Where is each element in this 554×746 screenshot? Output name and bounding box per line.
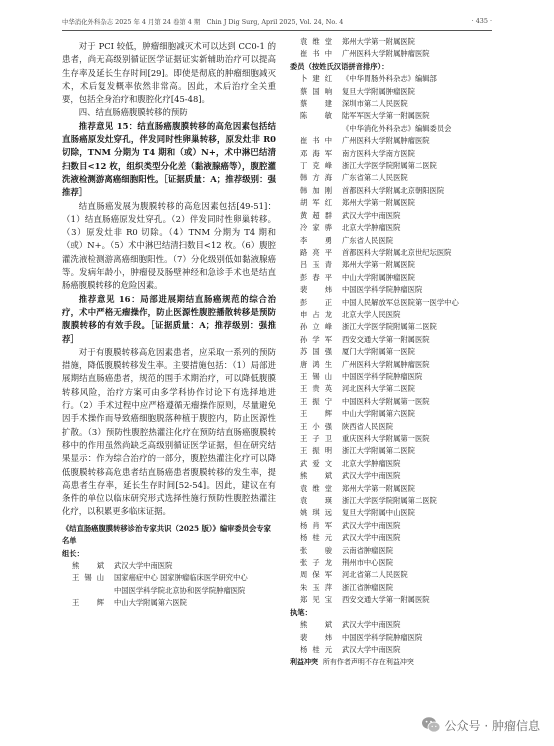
list-item xyxy=(290,421,494,433)
person-name xyxy=(290,123,332,135)
person-name: 王锡山 xyxy=(300,371,332,381)
affiliation: 武汉大学中南医院 xyxy=(342,520,401,530)
list-item xyxy=(290,36,494,48)
list-item xyxy=(290,346,494,358)
list-item xyxy=(290,594,494,606)
affiliation: 厦门大学附属第一医院 xyxy=(342,347,415,357)
header-divider xyxy=(62,30,492,31)
person-name: 王辉 xyxy=(72,598,104,608)
person-name: 唐鸿生 xyxy=(300,359,332,369)
list-item xyxy=(290,160,494,172)
affiliation: 郑州大学第一附属医院 xyxy=(342,260,415,270)
list-item xyxy=(290,284,494,296)
affiliation: 武汉大学中南医院 xyxy=(114,560,173,570)
person-name: 裴炜 xyxy=(300,632,332,642)
affiliation: 中国医学科学院肿瘤医院 xyxy=(342,285,423,295)
list-item xyxy=(290,272,494,284)
watermark-text: 公众号 · 肿瘤信息 xyxy=(444,718,540,733)
list-item xyxy=(290,507,494,519)
list-item xyxy=(290,483,494,495)
person-name: 彭正 xyxy=(300,297,332,307)
affiliation: 国家癌症中心 国家肿瘤临床医学研究中心 xyxy=(114,573,248,583)
person-name: 黄超群 xyxy=(300,210,332,220)
list-item xyxy=(290,172,494,184)
person-name: 袁瑛 xyxy=(300,496,332,506)
person-name: 杨桂元 xyxy=(300,644,332,654)
writers-label: 执笔： xyxy=(290,607,312,617)
list-item xyxy=(290,582,494,594)
list-item xyxy=(290,619,494,631)
affiliation: 中山大学附属肿瘤医院 xyxy=(342,272,415,282)
affiliation: 武汉大学中南医院 xyxy=(342,533,401,543)
person-name: 姚琪远 xyxy=(300,508,332,518)
wechat-icon xyxy=(421,715,441,735)
person-name: 卜建红 xyxy=(300,74,332,84)
person-name: 郑见宝 xyxy=(300,595,332,605)
list-item xyxy=(290,495,494,507)
affiliation: 陕西省人民医院 xyxy=(342,421,394,431)
affiliation: 中山大学附属第六医院 xyxy=(342,409,415,419)
person-name: 王贵英 xyxy=(300,384,332,394)
list-item xyxy=(62,597,276,609)
affiliation: 郑州大学第一附属医院 xyxy=(342,37,415,46)
list-item xyxy=(290,470,494,482)
person-name: 韩方海 xyxy=(300,173,332,183)
person-name: 申占龙 xyxy=(300,309,332,319)
affiliation: 武汉大学中南医院 xyxy=(342,620,401,630)
affiliation: 首都医科大学附属北京世纪坛医院 xyxy=(342,247,452,257)
list-item xyxy=(290,458,494,470)
person-name: 熊斌 xyxy=(300,620,332,630)
person-name: 蔡建 xyxy=(300,99,332,109)
person-name: 苏国强 xyxy=(300,347,332,357)
affiliation: 南方医科大学南方医院 xyxy=(342,148,415,158)
affiliation: 北京大学人民医院 xyxy=(342,309,401,319)
person-name: 吕玉青 xyxy=(300,260,332,270)
affiliation: 复旦大学附属中山医院 xyxy=(342,508,415,518)
person-name: 裴炜 xyxy=(300,285,332,295)
list-item xyxy=(290,259,494,271)
affiliation: 浙江大学附属第二医院 xyxy=(342,446,415,456)
conflict-of-interest xyxy=(290,656,494,668)
person-name: 王子卫 xyxy=(300,434,332,443)
person-name: 杨肖军 xyxy=(300,520,332,530)
list-item xyxy=(290,148,494,160)
list-item xyxy=(62,560,276,572)
page-header xyxy=(62,14,492,28)
affiliation: 《中华胃肠外科杂志》编辑部 xyxy=(342,74,437,84)
list-item xyxy=(290,433,494,445)
person-name: 孙立峰 xyxy=(300,322,332,332)
list-item xyxy=(290,445,494,457)
person-name: 路亮平 xyxy=(300,247,332,257)
affiliation: 武汉大学中南医院 xyxy=(342,210,401,220)
leader-list xyxy=(62,560,276,610)
top-member-list xyxy=(290,36,494,61)
affiliation: 云南省肿瘤医院 xyxy=(342,545,394,555)
affiliation: 首都医科大学附属北京朝阳医院 xyxy=(342,185,445,195)
person-name: 朱玉萍 xyxy=(300,582,332,592)
paragraph-intro: 对于 PCI 较低，肿瘤细胞减灭术可以达到 CC0-1 的患者，尚无高级别循证医学证据证实新辅助治疗可以提高生存率及延长生存时间[29]。即使是彻底的肿瘤细胞减灭术，术后复发概率依然非常高。因此，术后治疗全关重要，包括全身治疗和腹腔化疗[45-48]。 xyxy=(62,41,276,105)
person-name: 王小强 xyxy=(300,421,332,431)
recommendation-15: 推荐意见 15：结直肠癌腹膜转移的高危因素包括结直肠癌原发灶穿孔，伴发同时性卵巢转移，原发灶非 R0 切除，TNM 分期为 T4 期和（或）N+，术中淋巴结清扫数目<12 枚，组织类型分化差（黏液腺癌等），腹腔灌洗液检测游离癌细胞阳性。［证据质量：A；推荐级别：强推荐］ xyxy=(62,120,276,198)
affiliation: 广州医科大学附属肿瘤医院 xyxy=(342,359,430,369)
coi-label: 利益冲突 xyxy=(290,657,318,667)
person-name: 彭春平 xyxy=(300,272,332,282)
person-name: 邓海军 xyxy=(300,148,332,158)
person-name: 张骏 xyxy=(300,545,332,555)
list-item xyxy=(290,334,494,346)
affiliation: 浙江大学医学院附属第二医院 xyxy=(342,322,437,332)
list-item xyxy=(62,585,276,597)
affiliation: 浙江大学医学院附属第二医院 xyxy=(342,161,437,171)
person-name: 冷家骅 xyxy=(300,223,332,233)
recommendation-16: 推荐意见 16：局部进展期结直肠癌规范的综合治疗，术中严格无瘤操作，防止医源性腹腔播散转移是预防腹膜转移的有效手段。［证据质量：A；推荐级别：强推荐］ xyxy=(62,293,276,344)
person-name: 王振宁 xyxy=(300,396,332,406)
affiliation: 广东省第二人民医院 xyxy=(342,173,408,183)
person-name: 蔡国响 xyxy=(300,86,332,96)
list-item xyxy=(290,383,494,395)
person-name: 熊斌 xyxy=(72,560,104,570)
committee-title: 《结直肠癌腹膜转移诊治专家共识（2025 版）》编审委员会专家名单 xyxy=(62,523,271,546)
affiliation: 中国医学科学院北京协和医学院肿瘤医院 xyxy=(114,585,246,595)
members-label: 委员（按姓氏汉语拼音排序）： xyxy=(290,61,389,71)
leader-label: 组长： xyxy=(62,548,84,558)
list-item xyxy=(290,632,494,644)
paragraph-risk-factors: 结直肠癌发展为腹膜转移的高危因素包括[49-51]：（1）结直肠癌原发灶穿孔。（2）伴发同时性卵巢转移。（3）原发灶非 R0 切除。（4）TNM 分期为 T4 期和（或）N+。（5）术中淋巴结清扫数目<12 枚。（6）腹腔灌洗液检测游离癌细胞阳性。（7）分化级别低如黏液腺癌等。发病年龄小，肿瘤侵及肠壁神经和急诊手术也是结直肠癌腹膜转移的危险因素。 xyxy=(62,200,276,291)
list-item xyxy=(290,297,494,309)
page-number: · 435 · xyxy=(471,17,492,25)
person-name: 崔书中 xyxy=(300,49,332,59)
list-item xyxy=(290,135,494,147)
section-heading-prevention: 四、结直肠癌腹膜转移的预防 xyxy=(78,107,188,118)
person-name: 杨桂元 xyxy=(300,533,332,543)
list-item xyxy=(290,396,494,408)
journal-header: 中华消化外科杂志 2025 年 4 月第 24 卷第 4 期 Chin J Dig Surg, April 2025, Vol. 24, No. 4 xyxy=(62,17,344,26)
list-item xyxy=(290,247,494,259)
list-item xyxy=(290,110,494,122)
affiliation: 重庆医科大学附属第一医院 xyxy=(342,434,430,443)
right-column xyxy=(290,36,494,668)
list-item xyxy=(290,235,494,247)
member-list xyxy=(290,73,494,606)
affiliation: 浙江大学医学院附属第二医院 xyxy=(342,496,437,506)
affiliation: 中山大学附属第六医院 xyxy=(114,598,187,608)
affiliation: 西安交通大学第一附属医院 xyxy=(342,334,430,344)
affiliation: 陆军军医大学第一附属医院 xyxy=(342,111,430,121)
list-item xyxy=(290,321,494,333)
affiliation: 北京大学肿瘤医院 xyxy=(342,223,401,233)
person-name: 武爱文 xyxy=(300,458,332,468)
list-item xyxy=(62,572,276,584)
watermark xyxy=(421,714,540,736)
person-name: 袁维堂 xyxy=(300,37,332,46)
affiliation: 浙江省肿瘤医院 xyxy=(342,582,394,592)
affiliation: 广州医科大学附属肿瘤医院 xyxy=(342,136,430,146)
person-name: 张子龙 xyxy=(300,558,332,568)
affiliation: 中国人民解放军总医院第一医学中心 xyxy=(342,297,459,307)
list-item xyxy=(290,197,494,209)
affiliation: 复旦大学附属肿瘤医院 xyxy=(342,86,415,96)
list-item xyxy=(290,557,494,569)
affiliation: 中国医学科学院肿瘤医院 xyxy=(342,632,423,642)
paragraph-prevention-measures: 对于有腹膜转移高危因素患者，应采取一系列的预防措施，降低腹膜转移发生率。主要措施包括：（1）局部进展期结直肠癌患者，规范的围手术期治疗，可以降低腹膜转移风险，治疗方案可由多学科协作讨论下有选择地进行。（2）手术过程中应严格遵循无瘤操作原则，尽量避免因手术操作而导致癌细胞脱落种植于腹腔内，防止医源性扩散。（3）预防性腹腔热灌注化疗在预防结直肠癌腹膜转移中的作用虽然尚缺乏高级别循证医学证据，但在研究结果显示：作为综合治疗的一部分，腹腔热灌注化疗可以降低腹膜转移高危患者结直肠癌患者腹膜转移的发生率，提高患者生存率，延长生存时间[52-54]。因此，建议在有条件的单位以临床研究形式选择性施行预防性腹腔热灌注化疗，以积累更多临床证据。 xyxy=(62,346,276,517)
list-item xyxy=(290,210,494,222)
affiliation: 广州医科大学附属肿瘤医院 xyxy=(342,49,430,59)
person-name: 熊斌 xyxy=(300,471,332,481)
person-name: 王锡山 xyxy=(72,573,104,583)
person-name: 王辉 xyxy=(300,409,332,419)
list-item xyxy=(290,408,494,420)
affiliation: 郑州大学第一附属医院 xyxy=(342,198,415,208)
list-item xyxy=(290,73,494,85)
writer-list xyxy=(290,619,494,656)
affiliation: 郑州大学第一附属医院 xyxy=(342,483,415,493)
list-item xyxy=(290,371,494,383)
list-item xyxy=(290,644,494,656)
person-name: 胡军红 xyxy=(300,198,332,208)
person-name: 王振明 xyxy=(300,446,332,456)
affiliation: 中国医科大学附属第一医院 xyxy=(342,396,430,406)
list-item xyxy=(290,545,494,557)
list-item xyxy=(290,98,494,110)
list-item xyxy=(290,309,494,321)
person-name: 崔书中 xyxy=(300,136,332,146)
affiliation: 河北省第二人民医院 xyxy=(342,570,408,580)
person-name: 周保军 xyxy=(300,570,332,580)
person-name: 李勇 xyxy=(300,235,332,245)
affiliation: 荆州市中心医院 xyxy=(342,558,394,568)
person-name: 袁维堂 xyxy=(300,483,332,493)
list-item xyxy=(290,222,494,234)
affiliation: 武汉大学中南医院 xyxy=(342,471,401,481)
list-item xyxy=(290,86,494,98)
list-item xyxy=(290,359,494,371)
list-item xyxy=(290,185,494,197)
person-name: 陈敏 xyxy=(300,111,332,121)
affiliation: 西安交通大学第一附属医院 xyxy=(342,595,430,605)
affiliation: 《中华消化外科杂志》编辑委员会 xyxy=(342,123,452,133)
person-name: 孙学军 xyxy=(300,334,332,344)
affiliation: 北京大学肿瘤医院 xyxy=(342,458,401,468)
list-item xyxy=(290,123,494,135)
affiliation: 深圳市第二人民医院 xyxy=(342,99,408,109)
list-item xyxy=(290,532,494,544)
affiliation: 广东省人民医院 xyxy=(342,235,394,245)
person-name: 丁克峰 xyxy=(300,161,332,171)
person-name xyxy=(62,585,104,597)
coi-text: 所有作者声明不存在利益冲突 xyxy=(322,658,414,667)
list-item xyxy=(290,520,494,532)
affiliation: 武汉大学中南医院 xyxy=(342,644,401,654)
left-column xyxy=(62,40,276,610)
person-name: 韩加刚 xyxy=(300,185,332,195)
list-item xyxy=(290,48,494,60)
affiliation: 河北医科大学第二医院 xyxy=(342,384,415,394)
list-item xyxy=(290,569,494,581)
affiliation: 中国医学科学院肿瘤医院 xyxy=(342,371,423,381)
